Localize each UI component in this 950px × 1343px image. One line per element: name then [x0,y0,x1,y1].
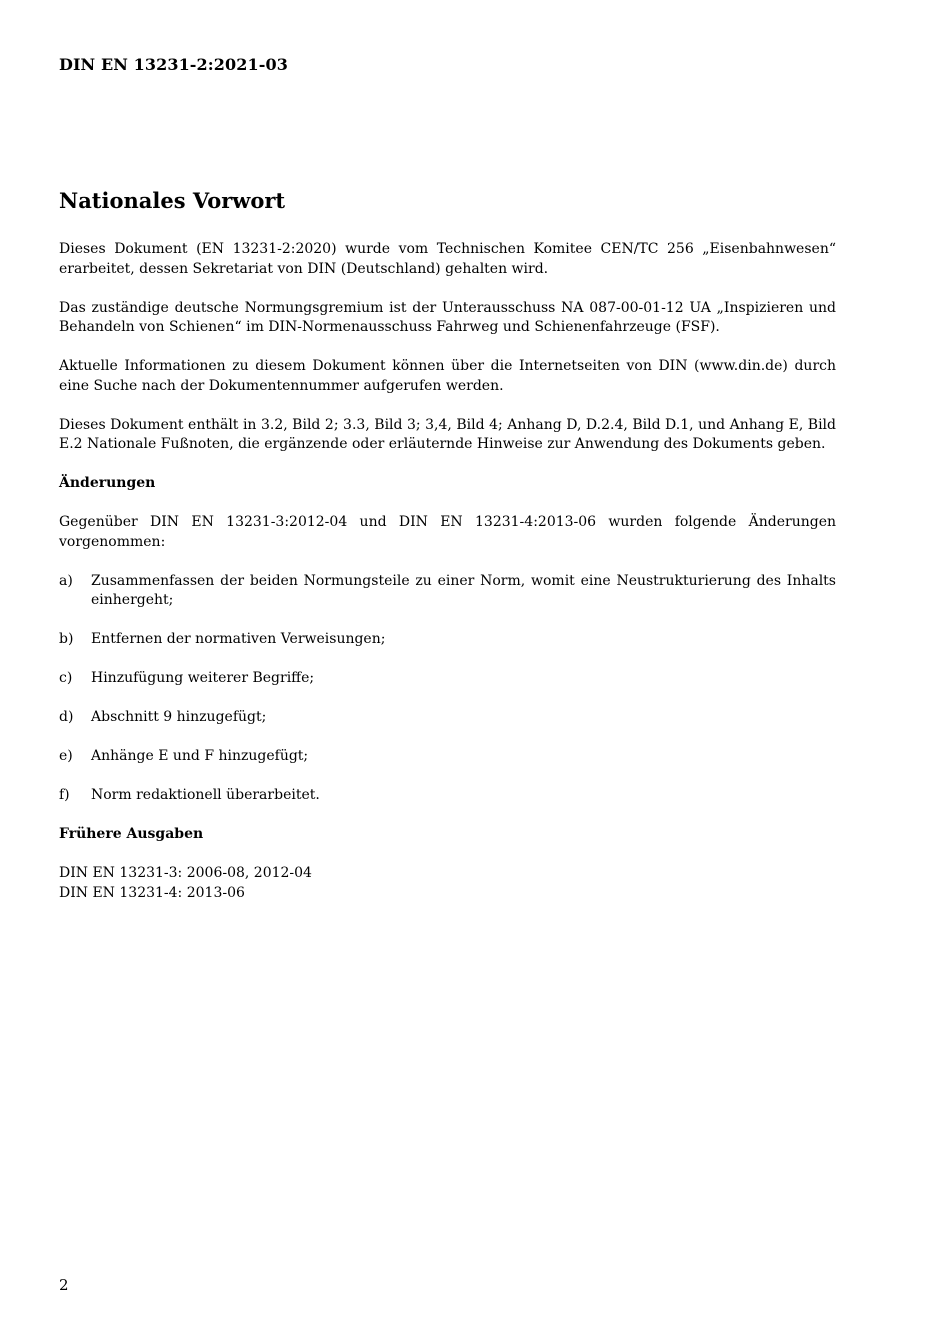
previous-editions-heading: Frühere Ausgaben [59,826,204,842]
previous-edition-line: DIN EN 13231-3: 2006-08, 2012-04 [59,865,312,881]
list-item-text: Zusammenfassen der beiden Normungsteile zu einer Norm, womit eine Neustrukturierung des Inhalts einhergeht; [91,572,836,608]
page-number: 2 [59,1276,69,1294]
previous-editions-list [59,864,836,903]
list-item [59,708,836,728]
list-item-text: Hinzufügung weiterer Begriffe; [91,670,315,686]
main-content [59,186,836,903]
list-marker: c) [59,670,73,686]
previous-edition-line: DIN EN 13231-4: 2013-06 [59,884,245,901]
list-item [59,572,836,611]
list-item [59,786,836,806]
list-item-text: Entfernen der normativen Verweisungen; [91,631,386,647]
section-title: Nationales Vorwort [59,188,286,213]
list-item [59,630,836,650]
list-item-text: Abschnitt 9 hinzugefügt; [91,709,267,725]
changes-intro: Gegenüber DIN EN 13231-3:2012-04 und DIN EN 13231-4:2013-06 wurden folgende Änderungen vorgenommen: [59,514,836,550]
list-marker: a) [59,572,73,589]
paragraph-committee: Dieses Dokument (EN 13231-2:2020) wurde vom Technischen Komitee CEN/TC 256 „Eisenbahnwesen“ erarbeitet, dessen Sekretariat von DIN (Deutschland) gehalten wird. [59,241,836,277]
changes-heading: Änderungen [59,475,156,491]
list-marker: f) [59,787,70,803]
list-item [59,747,836,767]
list-item-text: Anhänge E und F hinzugefügt; [91,748,309,764]
changes-list [59,572,836,806]
paragraph-standards-body: Das zuständige deutsche Normungsgremium ist der Unterausschuss NA 087-00-01-12 UA „Inspizieren und Behandeln von Schienen“ im DIN-Normenausschuss Fahrweg und Schienenfahrzeuge (FSF). [59,299,836,335]
paragraph-current-info: Aktuelle Informationen zu diesem Dokument können über die Internetseiten von DIN (www.din.de) durch eine Suche nach der Dokumentennummer aufgerufen werden. [59,358,836,394]
list-marker: b) [59,631,74,647]
list-marker: d) [59,709,74,725]
list-marker: e) [59,748,73,764]
list-item-text: Norm redaktionell überarbeitet. [91,787,320,803]
document-id-header: DIN EN 13231-2:2021-03 [59,55,288,74]
paragraph-national-footnotes: Dieses Dokument enthält in 3.2, Bild 2; 3.3, Bild 3; 3,4, Bild 4; Anhang D, D.2.4, Bild D.1, und Anhang E, Bild E.2 Nationale Fußnoten, die ergänzende oder erläuternde Hinweise zur Anwendung des Dokuments geben. [59,416,836,452]
list-item [59,669,836,689]
